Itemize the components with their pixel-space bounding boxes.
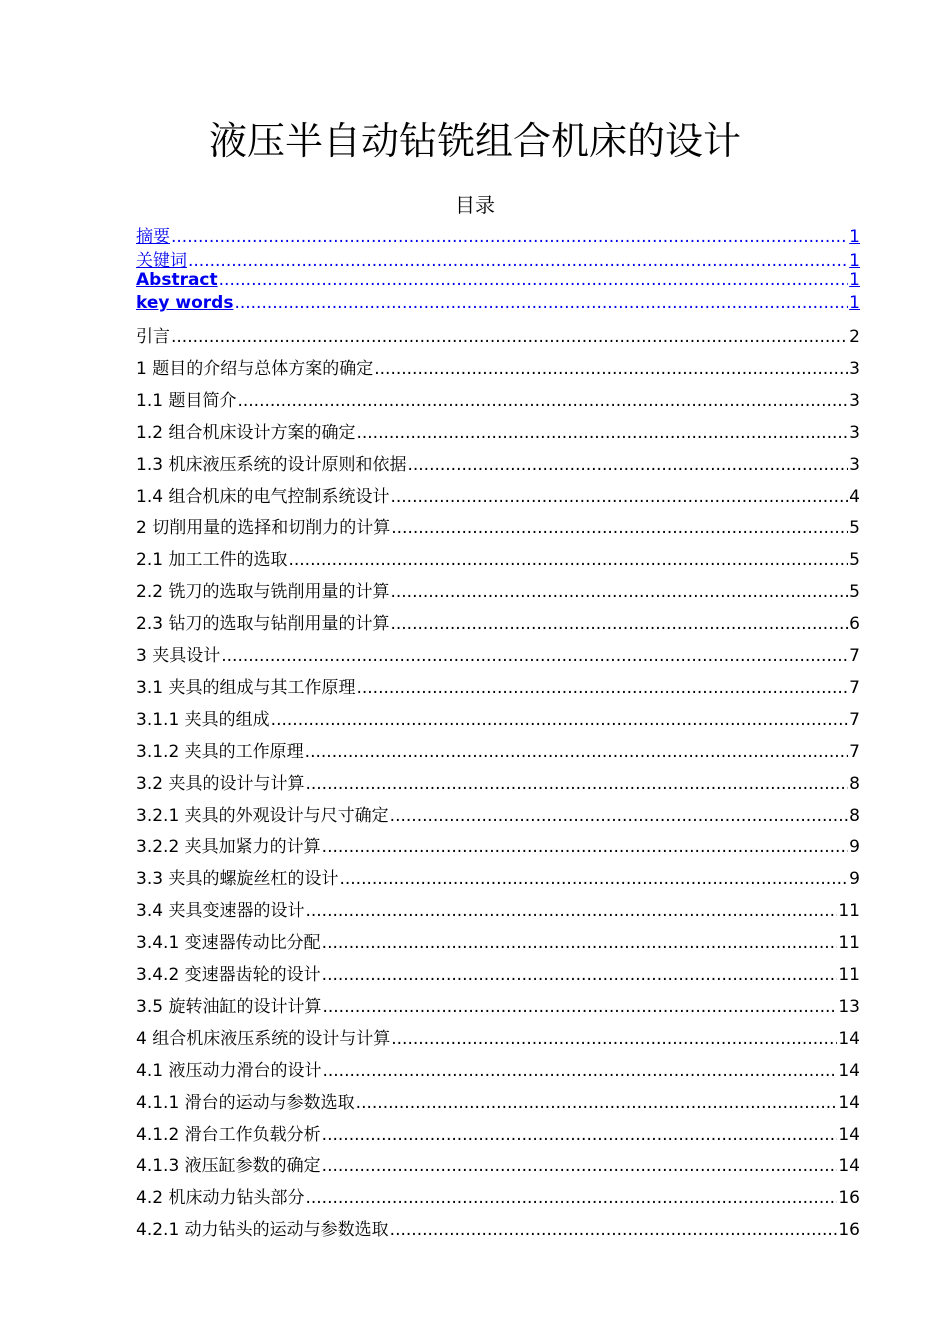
toc-entry[interactable] [136,246,860,271]
toc-entry-label: 3.3 夹具的螺旋丝杠的设计 [136,869,339,890]
toc-entry-page-number: 1 [849,293,860,314]
toc-entry-label: 3.1 夹具的组成与其工作原理 [136,677,356,698]
toc-entry[interactable] [136,1215,860,1240]
toc-entry-label: 3.5 旋转油缸的设计计算 [136,996,322,1017]
toc-entry-label: 摘要 [136,227,170,247]
toc-leader-dots [305,741,849,761]
toc-leader-dots [221,646,848,666]
toc-entry-page-number: 9 [849,837,860,858]
toc-entry-label: 2.3 钻刀的选取与钻削用量的计算 [136,614,390,635]
toc-entry-label: 4 组合机床液压系统的设计与计算 [136,1028,391,1049]
toc-entry-page-number: 11 [838,901,860,922]
toc-entry[interactable] [136,513,860,538]
toc-leader-dots [390,1220,838,1240]
toc-entry-label: 3.2 夹具的设计与计算 [136,773,305,794]
toc-entry-page-number: 16 [838,1220,860,1241]
toc-leader-dots [322,1124,838,1144]
toc-entry-label: 4.1.1 滑台的运动与参数选取 [136,1092,355,1113]
toc-entry-label: 1.4 组合机床的电气控制系统设计 [136,486,390,507]
toc-leader-dots [390,486,848,506]
toc-entry[interactable] [136,832,860,857]
toc-entry-label: 3.4.2 变速器齿轮的设计 [136,965,321,985]
toc-entry-label: 2.1 加工工件的选取 [136,550,288,571]
toc-entry[interactable] [136,1120,860,1145]
toc-entry-page-number: 6 [849,614,860,635]
toc-leader-dots [374,359,848,379]
toc-entry-page-number: 11 [838,933,860,954]
toc-entry[interactable] [136,450,860,475]
toc-heading: 目录 [455,193,495,217]
toc-entry[interactable] [136,322,860,347]
toc-leader-dots [237,390,848,410]
toc-entry[interactable] [136,896,860,921]
toc-entry-label: 1 题目的介绍与总体方案的确定 [136,358,374,379]
toc-entry[interactable] [136,992,860,1017]
toc-entry-page-number: 7 [849,646,860,666]
toc-entry-page-number: 16 [838,1188,860,1209]
toc-entry[interactable] [136,864,860,889]
toc-entry[interactable] [136,737,860,762]
toc-entry[interactable] [136,673,860,698]
toc-entry-page-number: 5 [849,550,860,571]
toc-entry-label: 3.4.1 变速器传动比分配 [136,933,321,954]
toc-entry[interactable] [136,222,860,247]
toc-leader-dots [322,997,837,1017]
toc-entry-page-number: 2 [849,327,860,347]
toc-entry-label: 4.1.3 液压缸参数的确定 [136,1156,321,1177]
toc-leader-dots [390,614,848,634]
toc-leader-dots [391,518,848,538]
toc-entry-page-number: 3 [849,454,860,475]
toc-entry[interactable] [136,641,860,666]
toc-entry-page-number: 14 [838,1156,860,1177]
toc-entry-page-number: 11 [838,965,860,985]
toc-entry[interactable] [136,960,860,985]
toc-entry[interactable] [136,1088,860,1113]
toc-entry-label: 3.1.1 夹具的组成 [136,709,270,730]
toc-entry[interactable] [136,418,860,443]
toc-leader-dots [305,773,848,793]
toc-entry-page-number: 1 [849,251,860,271]
toc-entry-page-number: 5 [849,518,860,539]
toc-entry[interactable] [136,705,860,730]
toc-leader-dots [356,678,848,698]
toc-entry-page-number: 7 [849,677,860,698]
toc-leader-dots [271,709,849,729]
toc-entry[interactable] [136,293,860,313]
toc-entry-page-number: 13 [838,996,860,1017]
toc-entry-page-number: 14 [838,1028,860,1049]
toc-leader-dots [339,869,848,889]
toc-leader-dots [391,1028,837,1048]
toc-entry[interactable] [136,354,860,379]
toc-entry-label: key words [136,293,234,314]
toc-entry[interactable] [136,386,860,411]
toc-entry[interactable] [136,270,860,290]
toc-leader-dots [390,805,849,825]
toc-entry[interactable] [136,577,860,602]
toc-entry-page-number: 5 [849,582,860,603]
toc-entry-page-number: 14 [838,1124,860,1145]
toc-entry-label: Abstract [136,270,218,291]
toc-leader-dots [234,293,848,313]
toc-entry-label: 4.2.1 动力钻头的运动与参数选取 [136,1220,389,1241]
toc-entry-label: 关键词 [136,251,187,271]
toc-entry-page-number: 1 [849,227,860,247]
toc-entry-label: 1.3 机床液压系统的设计原则和依据 [136,454,407,475]
toc-entry[interactable] [136,801,860,826]
toc-entry-label: 3.1.2 夹具的工作原理 [136,741,304,762]
toc-entry[interactable] [136,928,860,953]
toc-entry-page-number: 8 [849,805,860,826]
toc-entry-page-number: 14 [838,1092,860,1113]
toc-leader-dots [322,837,849,857]
toc-leader-dots [188,251,848,271]
toc-leader-dots [322,1156,838,1176]
toc-entry-label: 3 夹具设计 [136,646,221,666]
toc-entry-label: 引言 [136,327,170,347]
toc-entry-page-number: 3 [849,358,860,379]
toc-entry-label: 3.4 夹具变速器的设计 [136,901,305,922]
toc-entry[interactable] [136,1151,860,1176]
toc-entry[interactable] [136,609,860,634]
toc-entry-page-number: 3 [849,422,860,443]
toc-entry-label: 4.1 液压动力滑台的设计 [136,1060,322,1081]
toc-entry-label: 4.2 机床动力钻头部分 [136,1188,305,1209]
toc-entry-page-number: 8 [849,773,860,794]
toc-entry[interactable] [136,1183,860,1208]
toc-entry-page-number: 7 [849,709,860,730]
toc-leader-dots [322,933,838,953]
toc-leader-dots [407,454,848,474]
toc-entry[interactable] [136,482,860,507]
toc-entry-label: 4.1.2 滑台工作负载分析 [136,1124,321,1145]
toc-entry-page-number: 9 [849,869,860,890]
toc-leader-dots [322,965,838,985]
toc-entry-label: 2 切削用量的选择和切削力的计算 [136,518,391,539]
toc-entry[interactable] [136,769,860,794]
toc-entry-label: 3.2.2 夹具加紧力的计算 [136,837,321,858]
toc-entry-page-number: 4 [849,486,860,507]
toc-entry-label: 1.1 题目简介 [136,390,237,411]
toc-entry-label: 2.2 铣刀的选取与铣削用量的计算 [136,582,390,603]
toc-entry[interactable] [136,545,860,570]
toc-entry[interactable] [136,1056,860,1081]
toc-entry-label: 3.2.1 夹具的外观设计与尺寸确定 [136,805,389,826]
toc-entry-page-number: 14 [838,1060,860,1081]
toc-leader-dots [305,1188,837,1208]
toc-entry-label: 1.2 组合机床设计方案的确定 [136,422,356,443]
toc-entry-page-number: 7 [849,741,860,762]
toc-leader-dots [356,1092,838,1112]
toc-leader-dots [219,270,849,290]
toc-leader-dots [322,1060,837,1080]
toc-entry-page-number: 1 [849,270,860,291]
toc-leader-dots [171,227,848,247]
toc-leader-dots [171,327,848,347]
document-title: 液压半自动钻铣组合机床的设计 [208,119,741,163]
toc-entry-page-number: 3 [849,390,860,411]
toc-leader-dots [390,582,848,602]
toc-leader-dots [288,550,848,570]
toc-entry[interactable] [136,1024,860,1049]
toc-leader-dots [356,422,848,442]
toc-leader-dots [305,901,837,921]
